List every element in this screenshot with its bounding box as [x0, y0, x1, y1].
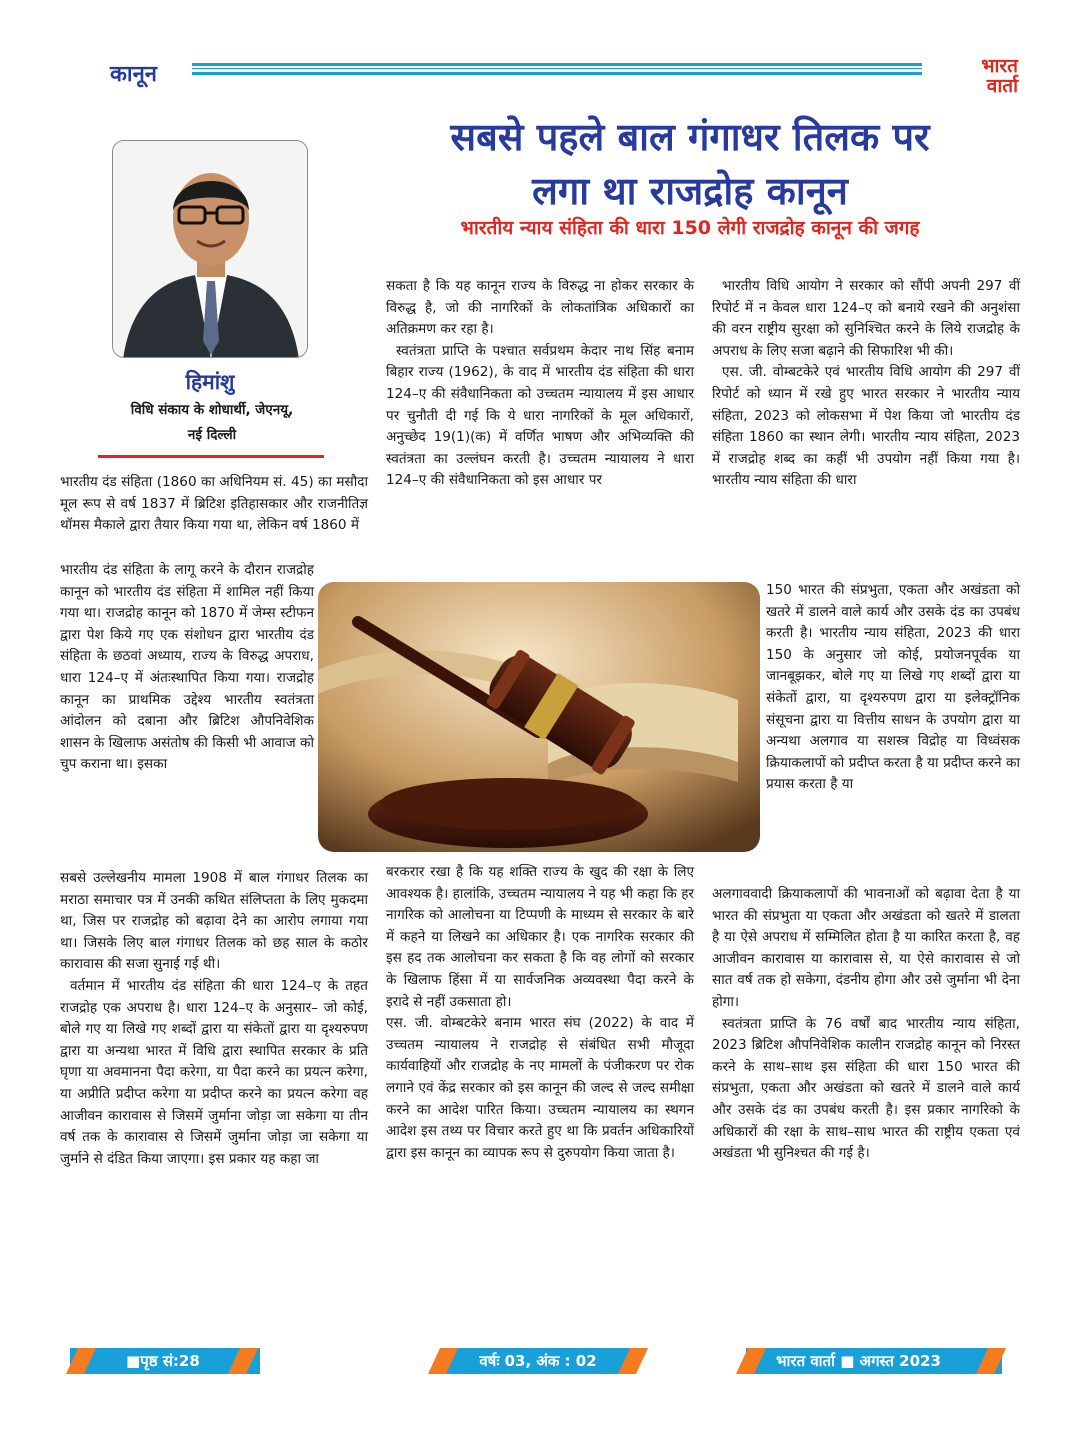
header-divider — [192, 63, 922, 75]
author-role-line-2: नई दिल्ली — [187, 427, 237, 443]
col1-para-1b — [60, 560, 314, 776]
gavel-image — [318, 582, 760, 852]
author-role — [92, 398, 332, 448]
gavel-and-book-icon — [318, 582, 760, 852]
paragraph-text: भारतीय दंड संहिता (1860 का अधिनियम सं. 45) का मसौदा मूल रूप से वर्ष 1837 में ब्रिटिश इतिहासकार और राजनीतिज्ञ थॉमस मैकाले द्वारा तैयार किया गया था, लेकिन वर्ष 1860 में — [60, 474, 368, 534]
author-divider — [98, 455, 324, 458]
col3-top — [712, 276, 1020, 492]
title-line-2: लगा था राजद्रोह कानून — [532, 169, 848, 213]
article-subtitle: भारतीय न्याय संहिता की धारा 150 लेगी राजद्रोह कानून की जगह — [460, 217, 920, 239]
brand-line-1: भारत — [981, 55, 1018, 77]
paragraph-text: स्वतंत्रता प्राप्ति के पश्चात सर्वप्रथम केदार नाथ सिंह बनाम बिहार राज्य (1962), के वाद में भारतीय दंड संहिता की धारा 124–ए की संवैधानिकता को उच्चतम न्यायालय में इस आधार पर चुनौती दी गई कि ये धारा नागरिकों के मूल अधिकारों, अनुच्छेद 19(1)(क) में वर्णित भाषण और अभिव्यक्ति की स्वतंत्रता का उल्लंघन करती है। उच्चतम न्यायालय ने धारा 124–ए की संवैधानिकता को इस आधार पर — [386, 342, 694, 489]
paragraph-text: स्वतंत्रता प्राप्ति के 76 वर्षों बाद भारतीय न्याय संहिता, 2023 ब्रिटिश औपनिवेशिक कालीन राजद्रोह कानून को निरस्त करने के साथ–साथ इस संहिता की धारा 150 भारत की संप्रभुता, एकता और अखंडता को खतरे में डालने वाले कार्य और उसके दंड का उपबंध करती है। इस प्रकार नागरिको के अधिकारों की रक्षा के साथ–साथ भारत की राष्ट्रीय एकता एवं अखंडता भी सुनिश्चत की गई है। — [712, 1015, 1020, 1162]
col3-bottom — [712, 884, 1020, 1165]
article-title — [340, 110, 1040, 218]
col2-top — [386, 276, 694, 492]
paragraph-text: भारतीय विधि आयोग ने सरकार को सौंपी अपनी 297 वीं रिपोर्ट में न केवल धारा 124–ए को बनाये रखने की अनुशंसा की वरन राष्ट्रीय सुरक्षा को सुनिश्चित करने के लिये राजद्रोह के अपराध के लिए सजा बढ़ाने की सिफारिश भी की। — [712, 278, 1020, 359]
issue-text: वर्षः 03, अंक : 02 — [479, 1352, 597, 1370]
section-label: कानून — [110, 62, 158, 87]
footer-page-number — [70, 1348, 260, 1374]
paragraph-text: एस. जी. वोम्बटकेरे बनाम भारत संघ (2022) के वाद में उच्चतम न्यायालय ने राजद्रोह से संबंधित सभी मौजूदा कार्यवाहियों और राजद्रोह के नए मामलों के पंजीकरण पर रोक लगाने एवं केंद्र सरकार को इस कानून की जल्द से जल्द समीक्षा करने का आदेश पारित किया। उच्चतम न्यायालय का स्थगन आदेश इस तथ्य पर विचार करते हुए था कि प्रवर्तन अधिकारियों द्वारा इस कानून का व्यापक रूप से दुरुपयोग किया जाता है। — [386, 1015, 694, 1161]
brand-logo — [928, 56, 1018, 96]
paragraph-text: अलगाववादी क्रियाकलापों की भावनाओं को बढ़ावा देता है या भारत की संप्रभुता या एकता और अखंडता को खतरे में डालता है या ऐसे अपराध में सम्मिलित होता है या कारित करता है, वह आजीवन कारावास या कारावास से, या ऐसे कारावास से जो सात वर्ष तक हो सकेगा, दंडनीय होगा और उसे जुर्माना भी देना होगा। — [712, 886, 1020, 1010]
col3-middle — [766, 580, 1020, 796]
author-portrait-icon — [113, 141, 308, 358]
page-number-text: ■पृष्ठ सं:28 — [126, 1352, 200, 1370]
brand-date-text: भारत वार्ता ■ अगस्त 2023 — [776, 1352, 941, 1370]
col1-para-1a — [60, 472, 368, 537]
paragraph-text: सबसे उल्लेखनीय मामला 1908 में बाल गंगाधर तिलक का मराठा समाचार पत्र में उनकी कथित संलिप्तता के लिए मुकदमा था, जिस पर राजद्रोह को बढ़ावा देने का आरोप लगाया गया था। जिसके लिए बाल गंगाधर तिलक को छह साल के कठोर कारावास की सजा सुनाई गई थी। — [60, 870, 368, 973]
title-line-1: सबसे पहले बाल गंगाधर तिलक पर — [450, 115, 930, 159]
paragraph-text: 150 भारत की संप्रभुता, एकता और अखंडता को खतरे में डालने वाले कार्य और उसके दंड का उपबंध करती है। भारतीय न्याय संहिता, 2023 की धारा 150 के अनुसार जो कोई, प्रयोजनपूर्वक या जानबूझकर, बोले गए या लिखे गए शब्दों द्वारा या संकेतों द्वारा, या दृश्यरुपण द्वारा या इलेक्ट्रॉनिक संसूचना द्वारा या वित्तीय साधन के उपयोग द्वारा या अन्यथा अलगाव या सशस्त्र विद्रोह या विध्वंसक क्रियाकलापों को प्रदीप्त करता है या प्रदीप्त करने का प्रयास करता है या — [766, 582, 1020, 793]
col1-para-1c — [60, 868, 368, 1170]
footer-brand-date — [746, 1348, 1002, 1374]
author-role-line-1: विधि संकाय के शोधार्थी, जेएनयू, — [130, 402, 294, 418]
author-photo — [112, 140, 308, 358]
author-name: हिमांशु — [185, 370, 235, 394]
footer-issue — [440, 1348, 636, 1374]
paragraph-text: सकता है कि यह कानून राज्य के विरुद्ध ना होकर सरकार के विरुद्ध है, जो की नागरिकों के लोकतांत्रिक अधिकारों का अतिक्रमण कर रहा है। — [386, 278, 694, 338]
paragraph-text: बरकरार रखा है कि यह शक्ति राज्य के खुद की रक्षा के लिए आवश्यक है। हालांकि, उच्चतम न्यायालय ने यह भी कहा कि हर नागरिक को आलोचना या टिप्पणी के माध्यम से सरकार के बारे में कहने या लिखने का अधिकार है। एक नागरिक सरकार की इस हद तक आलोचना कर सकता है कि वह लोगों को सरकार के खिलाफ हिंसा में या सार्वजनिक अव्यवस्था पैदा करने के इरादे से नहीं उकसाता हो। — [386, 864, 694, 1010]
brand-line-2: वार्ता — [986, 75, 1018, 97]
paragraph-text: वर्तमान में भारतीय दंड संहिता की धारा 124–ए के तहत राजद्रोह एक अपराध है। धारा 124–ए के अनुसार– जो कोई, बोले गए या लिखे गए शब्दों द्वारा या संकेतों द्वारा या दृश्यरुपण द्वारा या अन्यथा भारत में विधि द्वारा स्थापित सरकार के प्रति घृणा या अवमानना पैदा करेगा, या पैदा करने का प्रयत्न करेगा, या अप्रीति प्रदीप्त करेगा या प्रदीप्त करने का प्रयत्न करेगा वह आजीवन कारावास से जिसमें जुर्माना जोड़ा जा सकेगा या तीन वर्ष तक के कारावास से जिसमें जुर्माना जोड़ा जा सकेगा या जुर्माने से दंडित किया जाएगा। इस प्रकार यह कहा जा — [60, 977, 368, 1167]
paragraph-text: भारतीय दंड संहिता के लागू करने के दौरान राजद्रोह कानून को भारतीय दंड संहिता में शामिल नहीं किया गया था। राजद्रोह कानून को 1870 में जेम्स स्टीफन द्वारा पेश किये गए एक संशोधन द्वारा भारतीय दंड संहिता के छठवां अध्याय, राज्य के विरुद्ध अपराध, धारा 124–ए में अंतःस्थापित किया गया। राजद्रोह कानून का प्राथमिक उद्देश्य भारतीय स्वतंत्रता आंदोलन को दबाना और ब्रिटिश औपनिवेशिक शासन के खिलाफ असंतोष की किसी भी आवाज को चुप कराना था। इसका — [60, 562, 314, 773]
col2-bottom — [386, 862, 694, 1164]
paragraph-text: एस. जी. वोम्बटकेरे एवं भारतीय विधि आयोग की 297 वीं रिपोर्ट को ध्यान में रखे हुए भारत सरकार ने भारतीय न्याय संहिता, 2023 को लोकसभा में पेश किया जो भारतीय दंड संहिता 1860 का स्थान लेगी। भारतीय न्याय संहिता, 2023 में राजद्रोह शब्द का कहीं भी उपयोग नहीं किया गया है। भारतीय न्याय संहिता की धारा — [712, 364, 1020, 489]
